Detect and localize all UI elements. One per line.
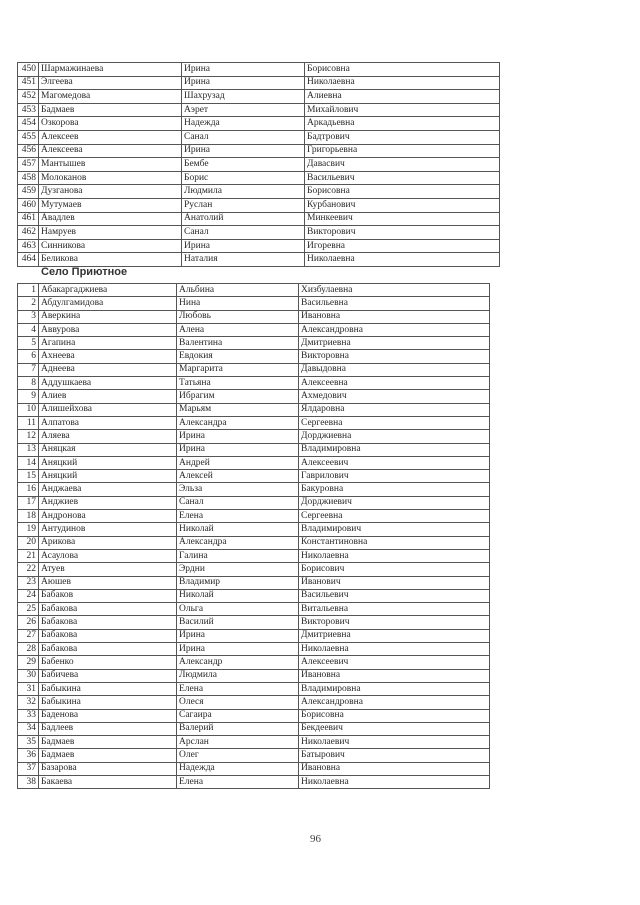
surname-cell: Алпатова xyxy=(39,416,177,429)
table-row xyxy=(18,629,490,642)
table-row xyxy=(18,185,500,199)
surname-cell: Анджиев xyxy=(39,496,177,509)
surname-cell: Аняцкая xyxy=(39,443,177,456)
surname-cell: Озкорова xyxy=(39,117,182,131)
surname-cell: Намруев xyxy=(39,226,182,240)
surname-cell: Бабакова xyxy=(39,603,177,616)
first-name-cell: Арслан xyxy=(177,736,299,749)
table-row xyxy=(18,775,490,788)
table-row xyxy=(18,443,490,456)
surname-cell: Аняцкий xyxy=(39,456,177,469)
first-name-cell: Шахрузад xyxy=(182,90,305,104)
first-name-cell: Санал xyxy=(177,496,299,509)
first-name-cell: Маргарита xyxy=(177,363,299,376)
row-number: 23 xyxy=(18,576,39,589)
row-number: 25 xyxy=(18,603,39,616)
table-row xyxy=(18,576,490,589)
surname-cell: Бабакова xyxy=(39,643,177,656)
surname-cell: Бабакова xyxy=(39,616,177,629)
patronymic-cell: Михайлович xyxy=(305,103,500,117)
patronymic-cell: Бакуровна xyxy=(299,483,490,496)
surname-cell: Беликова xyxy=(39,253,182,267)
surname-cell: Бабаков xyxy=(39,589,177,602)
first-name-cell: Борис xyxy=(182,171,305,185)
surname-cell: Бабенко xyxy=(39,656,177,669)
table-row xyxy=(18,144,500,158)
first-name-cell: Сагаира xyxy=(177,709,299,722)
first-name-cell: Ирина xyxy=(177,430,299,443)
patronymic-cell: Ахмедович xyxy=(299,390,490,403)
table-row xyxy=(18,749,490,762)
first-name-cell: Санал xyxy=(182,130,305,144)
surname-cell: Абакаргаджиева xyxy=(39,284,177,297)
surname-cell: Абдулгамидова xyxy=(39,297,177,310)
patronymic-cell: Владимировна xyxy=(299,682,490,695)
first-name-cell: Олеся xyxy=(177,696,299,709)
row-number: 32 xyxy=(18,696,39,709)
surname-cell: Аддушкаева xyxy=(39,377,177,390)
first-name-cell: Владимир xyxy=(177,576,299,589)
patronymic-cell: Владимировна xyxy=(299,443,490,456)
first-name-cell: Татьяна xyxy=(177,377,299,390)
patronymic-cell: Николаевич xyxy=(299,736,490,749)
row-number: 28 xyxy=(18,643,39,656)
row-number: 450 xyxy=(18,63,39,77)
patronymic-cell: Давасвич xyxy=(305,158,500,172)
surname-cell: Асаулова xyxy=(39,549,177,562)
first-name-cell: Олег xyxy=(177,749,299,762)
patronymic-cell: Курбанович xyxy=(305,198,500,212)
surname-cell: Шармажинаева xyxy=(39,63,182,77)
surname-cell: Молоканов xyxy=(39,171,182,185)
row-number: 21 xyxy=(18,549,39,562)
surname-cell: Бадлеев xyxy=(39,722,177,735)
first-name-cell: Бембе xyxy=(182,158,305,172)
patronymic-cell: Александровна xyxy=(299,323,490,336)
patronymic-cell: Витальевна xyxy=(299,603,490,616)
first-name-cell: Ирина xyxy=(177,629,299,642)
row-number: 461 xyxy=(18,212,39,226)
row-number: 37 xyxy=(18,762,39,775)
surname-cell: Аляева xyxy=(39,430,177,443)
first-name-cell: Александра xyxy=(177,536,299,549)
patronymic-cell: Владимирович xyxy=(299,523,490,536)
table-row xyxy=(18,483,490,496)
first-name-cell: Наталия xyxy=(182,253,305,267)
table-row xyxy=(18,337,490,350)
first-name-cell: Нина xyxy=(177,297,299,310)
voter-table-bottom xyxy=(17,283,490,789)
table-row xyxy=(18,643,490,656)
surname-cell: Антудинов xyxy=(39,523,177,536)
patronymic-cell: Ивановна xyxy=(299,762,490,775)
table-row xyxy=(18,510,490,523)
row-number: 24 xyxy=(18,589,39,602)
first-name-cell: Валерий xyxy=(177,722,299,735)
surname-cell: Мутумаев xyxy=(39,198,182,212)
patronymic-cell: Николаевна xyxy=(305,76,500,90)
surname-cell: Синникова xyxy=(39,239,182,253)
patronymic-cell: Алексеевич xyxy=(299,656,490,669)
patronymic-cell: Алиевна xyxy=(305,90,500,104)
first-name-cell: Ибрагим xyxy=(177,390,299,403)
row-number: 9 xyxy=(18,390,39,403)
patronymic-cell: Алексеевна xyxy=(299,377,490,390)
patronymic-cell: Минкеевич xyxy=(305,212,500,226)
table-row xyxy=(18,563,490,576)
first-name-cell: Елена xyxy=(177,510,299,523)
patronymic-cell: Дорджиевна xyxy=(299,430,490,443)
row-number: 33 xyxy=(18,709,39,722)
patronymic-cell: Борисовна xyxy=(305,63,500,77)
row-number: 5 xyxy=(18,337,39,350)
table-row xyxy=(18,198,500,212)
patronymic-cell: Васильевич xyxy=(299,589,490,602)
table-row xyxy=(18,709,490,722)
table-row xyxy=(18,669,490,682)
surname-cell: Алишейхова xyxy=(39,403,177,416)
patronymic-cell: Игоревна xyxy=(305,239,500,253)
table-row xyxy=(18,377,490,390)
table-row xyxy=(18,212,500,226)
table-row xyxy=(18,523,490,536)
row-number: 460 xyxy=(18,198,39,212)
row-number: 3 xyxy=(18,310,39,323)
patronymic-cell: Васильевна xyxy=(299,297,490,310)
row-number: 457 xyxy=(18,158,39,172)
surname-cell: Дузганова xyxy=(39,185,182,199)
table-row xyxy=(18,616,490,629)
row-number: 459 xyxy=(18,185,39,199)
first-name-cell: Надежда xyxy=(177,762,299,775)
patronymic-cell: Аркадьевна xyxy=(305,117,500,131)
table-row xyxy=(18,310,490,323)
table-row xyxy=(18,682,490,695)
first-name-cell: Людмила xyxy=(177,669,299,682)
table-row xyxy=(18,403,490,416)
first-name-cell: Надежда xyxy=(182,117,305,131)
patronymic-cell: Дмитриевна xyxy=(299,629,490,642)
first-name-cell: Эрдни xyxy=(177,563,299,576)
table-row xyxy=(18,696,490,709)
first-name-cell: Александра xyxy=(177,416,299,429)
row-number: 462 xyxy=(18,226,39,240)
row-number: 22 xyxy=(18,563,39,576)
surname-cell: Атуев xyxy=(39,563,177,576)
first-name-cell: Людмила xyxy=(182,185,305,199)
patronymic-cell: Батырович xyxy=(299,749,490,762)
table-row xyxy=(18,430,490,443)
surname-cell: Магомедова xyxy=(39,90,182,104)
first-name-cell: Валентина xyxy=(177,337,299,350)
patronymic-cell: Ивановна xyxy=(299,669,490,682)
patronymic-cell: Николаевна xyxy=(305,253,500,267)
first-name-cell: Ирина xyxy=(177,643,299,656)
row-number: 20 xyxy=(18,536,39,549)
surname-cell: Андронова xyxy=(39,510,177,523)
table-row xyxy=(18,416,490,429)
patronymic-cell: Сергеевна xyxy=(299,416,490,429)
surname-cell: Бабичева xyxy=(39,669,177,682)
first-name-cell: Николай xyxy=(177,523,299,536)
surname-cell: Мантышев xyxy=(39,158,182,172)
first-name-cell: Галина xyxy=(177,549,299,562)
row-number: 455 xyxy=(18,130,39,144)
surname-cell: Бадмаев xyxy=(39,749,177,762)
patronymic-cell: Викторович xyxy=(305,226,500,240)
table-row xyxy=(18,130,500,144)
row-number: 12 xyxy=(18,430,39,443)
patronymic-cell: Алексеевич xyxy=(299,456,490,469)
table-row xyxy=(18,456,490,469)
surname-cell: Арикова xyxy=(39,536,177,549)
first-name-cell: Руслан xyxy=(182,198,305,212)
table-row xyxy=(18,253,500,267)
row-number: 15 xyxy=(18,470,39,483)
first-name-cell: Ирина xyxy=(177,443,299,456)
first-name-cell: Аэрет xyxy=(182,103,305,117)
row-number: 451 xyxy=(18,76,39,90)
table-row xyxy=(18,736,490,749)
surname-cell: Бабыкина xyxy=(39,682,177,695)
row-number: 464 xyxy=(18,253,39,267)
first-name-cell: Алена xyxy=(177,323,299,336)
surname-cell: Ахнеева xyxy=(39,350,177,363)
table-row xyxy=(18,656,490,669)
first-name-cell: Ирина xyxy=(182,144,305,158)
row-number: 456 xyxy=(18,144,39,158)
surname-cell: Алиев xyxy=(39,390,177,403)
row-number: 16 xyxy=(18,483,39,496)
table-row xyxy=(18,496,490,509)
surname-cell: Элгеева xyxy=(39,76,182,90)
row-number: 14 xyxy=(18,456,39,469)
surname-cell: Бабыкина xyxy=(39,696,177,709)
row-number: 453 xyxy=(18,103,39,117)
surname-cell: Бакаева xyxy=(39,775,177,788)
surname-cell: Бабакова xyxy=(39,629,177,642)
voter-table-top xyxy=(17,62,500,267)
table-row xyxy=(18,171,500,185)
surname-cell: Агапина xyxy=(39,337,177,350)
first-name-cell: Николай xyxy=(177,589,299,602)
first-name-cell: Ирина xyxy=(182,63,305,77)
surname-cell: Аюшев xyxy=(39,576,177,589)
row-number: 452 xyxy=(18,90,39,104)
patronymic-cell: Борисовна xyxy=(299,709,490,722)
row-number: 34 xyxy=(18,722,39,735)
row-number: 38 xyxy=(18,775,39,788)
table-row xyxy=(18,323,490,336)
surname-cell: Аверкина xyxy=(39,310,177,323)
row-number: 6 xyxy=(18,350,39,363)
row-number: 2 xyxy=(18,297,39,310)
table-row xyxy=(18,226,500,240)
first-name-cell: Ольга xyxy=(177,603,299,616)
table-row xyxy=(18,103,500,117)
patronymic-cell: Бадтрович xyxy=(305,130,500,144)
first-name-cell: Альбина xyxy=(177,284,299,297)
table-row xyxy=(18,158,500,172)
row-number: 29 xyxy=(18,656,39,669)
row-number: 35 xyxy=(18,736,39,749)
patronymic-cell: Борисовна xyxy=(305,185,500,199)
table-row xyxy=(18,722,490,735)
table-row xyxy=(18,589,490,602)
patronymic-cell: Давыдовна xyxy=(299,363,490,376)
patronymic-cell: Николаевна xyxy=(299,643,490,656)
table-row xyxy=(18,117,500,131)
row-number: 30 xyxy=(18,669,39,682)
first-name-cell: Евдокия xyxy=(177,350,299,363)
row-number: 458 xyxy=(18,171,39,185)
row-number: 36 xyxy=(18,749,39,762)
patronymic-cell: Васильевич xyxy=(305,171,500,185)
first-name-cell: Любовь xyxy=(177,310,299,323)
table-row xyxy=(18,76,500,90)
first-name-cell: Василий xyxy=(177,616,299,629)
row-number: 463 xyxy=(18,239,39,253)
patronymic-cell: Гаврилович xyxy=(299,470,490,483)
row-number: 8 xyxy=(18,377,39,390)
first-name-cell: Ирина xyxy=(182,76,305,90)
patronymic-cell: Николаевна xyxy=(299,549,490,562)
patronymic-cell: Иванович xyxy=(299,576,490,589)
page-number: 96 xyxy=(310,833,321,845)
first-name-cell: Эльза xyxy=(177,483,299,496)
table-row xyxy=(18,239,500,253)
row-number: 19 xyxy=(18,523,39,536)
table-row xyxy=(18,350,490,363)
patronymic-cell: Сергеевна xyxy=(299,510,490,523)
table-row xyxy=(18,549,490,562)
table-row xyxy=(18,603,490,616)
row-number: 17 xyxy=(18,496,39,509)
row-number: 26 xyxy=(18,616,39,629)
patronymic-cell: Николаевна xyxy=(299,775,490,788)
table-row xyxy=(18,284,490,297)
table-row xyxy=(18,390,490,403)
patronymic-cell: Дорджиевич xyxy=(299,496,490,509)
patronymic-cell: Константиновна xyxy=(299,536,490,549)
patronymic-cell: Дмитриевна xyxy=(299,337,490,350)
row-number: 7 xyxy=(18,363,39,376)
first-name-cell: Алексей xyxy=(177,470,299,483)
patronymic-cell: Ялдаровна xyxy=(299,403,490,416)
row-number: 4 xyxy=(18,323,39,336)
first-name-cell: Санал xyxy=(182,226,305,240)
row-number: 11 xyxy=(18,416,39,429)
table-row xyxy=(18,762,490,775)
surname-cell: Аднеева xyxy=(39,363,177,376)
surname-cell: Алексеев xyxy=(39,130,182,144)
table-row xyxy=(18,90,500,104)
first-name-cell: Елена xyxy=(177,775,299,788)
patronymic-cell: Викторович xyxy=(299,616,490,629)
first-name-cell: Андрей xyxy=(177,456,299,469)
row-number: 31 xyxy=(18,682,39,695)
first-name-cell: Анатолий xyxy=(182,212,305,226)
row-number: 18 xyxy=(18,510,39,523)
surname-cell: Баденова xyxy=(39,709,177,722)
surname-cell: Алексеева xyxy=(39,144,182,158)
patronymic-cell: Викторовна xyxy=(299,350,490,363)
patronymic-cell: Хизбулаевна xyxy=(299,284,490,297)
patronymic-cell: Григорьевна xyxy=(305,144,500,158)
first-name-cell: Елена xyxy=(177,682,299,695)
table-row xyxy=(18,63,500,77)
surname-cell: Бадмаев xyxy=(39,103,182,117)
table-row xyxy=(18,297,490,310)
table-row xyxy=(18,536,490,549)
first-name-cell: Александр xyxy=(177,656,299,669)
first-name-cell: Ирина xyxy=(182,239,305,253)
patronymic-cell: Бекдеевич xyxy=(299,722,490,735)
row-number: 10 xyxy=(18,403,39,416)
surname-cell: Аввурова xyxy=(39,323,177,336)
row-number: 27 xyxy=(18,629,39,642)
patronymic-cell: Ивановна xyxy=(299,310,490,323)
surname-cell: Аняцкий xyxy=(39,470,177,483)
surname-cell: Бадмаев xyxy=(39,736,177,749)
row-number: 454 xyxy=(18,117,39,131)
first-name-cell: Марьям xyxy=(177,403,299,416)
surname-cell: Базарова xyxy=(39,762,177,775)
row-number: 13 xyxy=(18,443,39,456)
surname-cell: Авадлев xyxy=(39,212,182,226)
patronymic-cell: Борисович xyxy=(299,563,490,576)
patronymic-cell: Александровна xyxy=(299,696,490,709)
surname-cell: Анджаева xyxy=(39,483,177,496)
section-title: Село Приютное xyxy=(41,266,128,278)
table-row xyxy=(18,470,490,483)
row-number: 1 xyxy=(18,284,39,297)
table-row xyxy=(18,363,490,376)
